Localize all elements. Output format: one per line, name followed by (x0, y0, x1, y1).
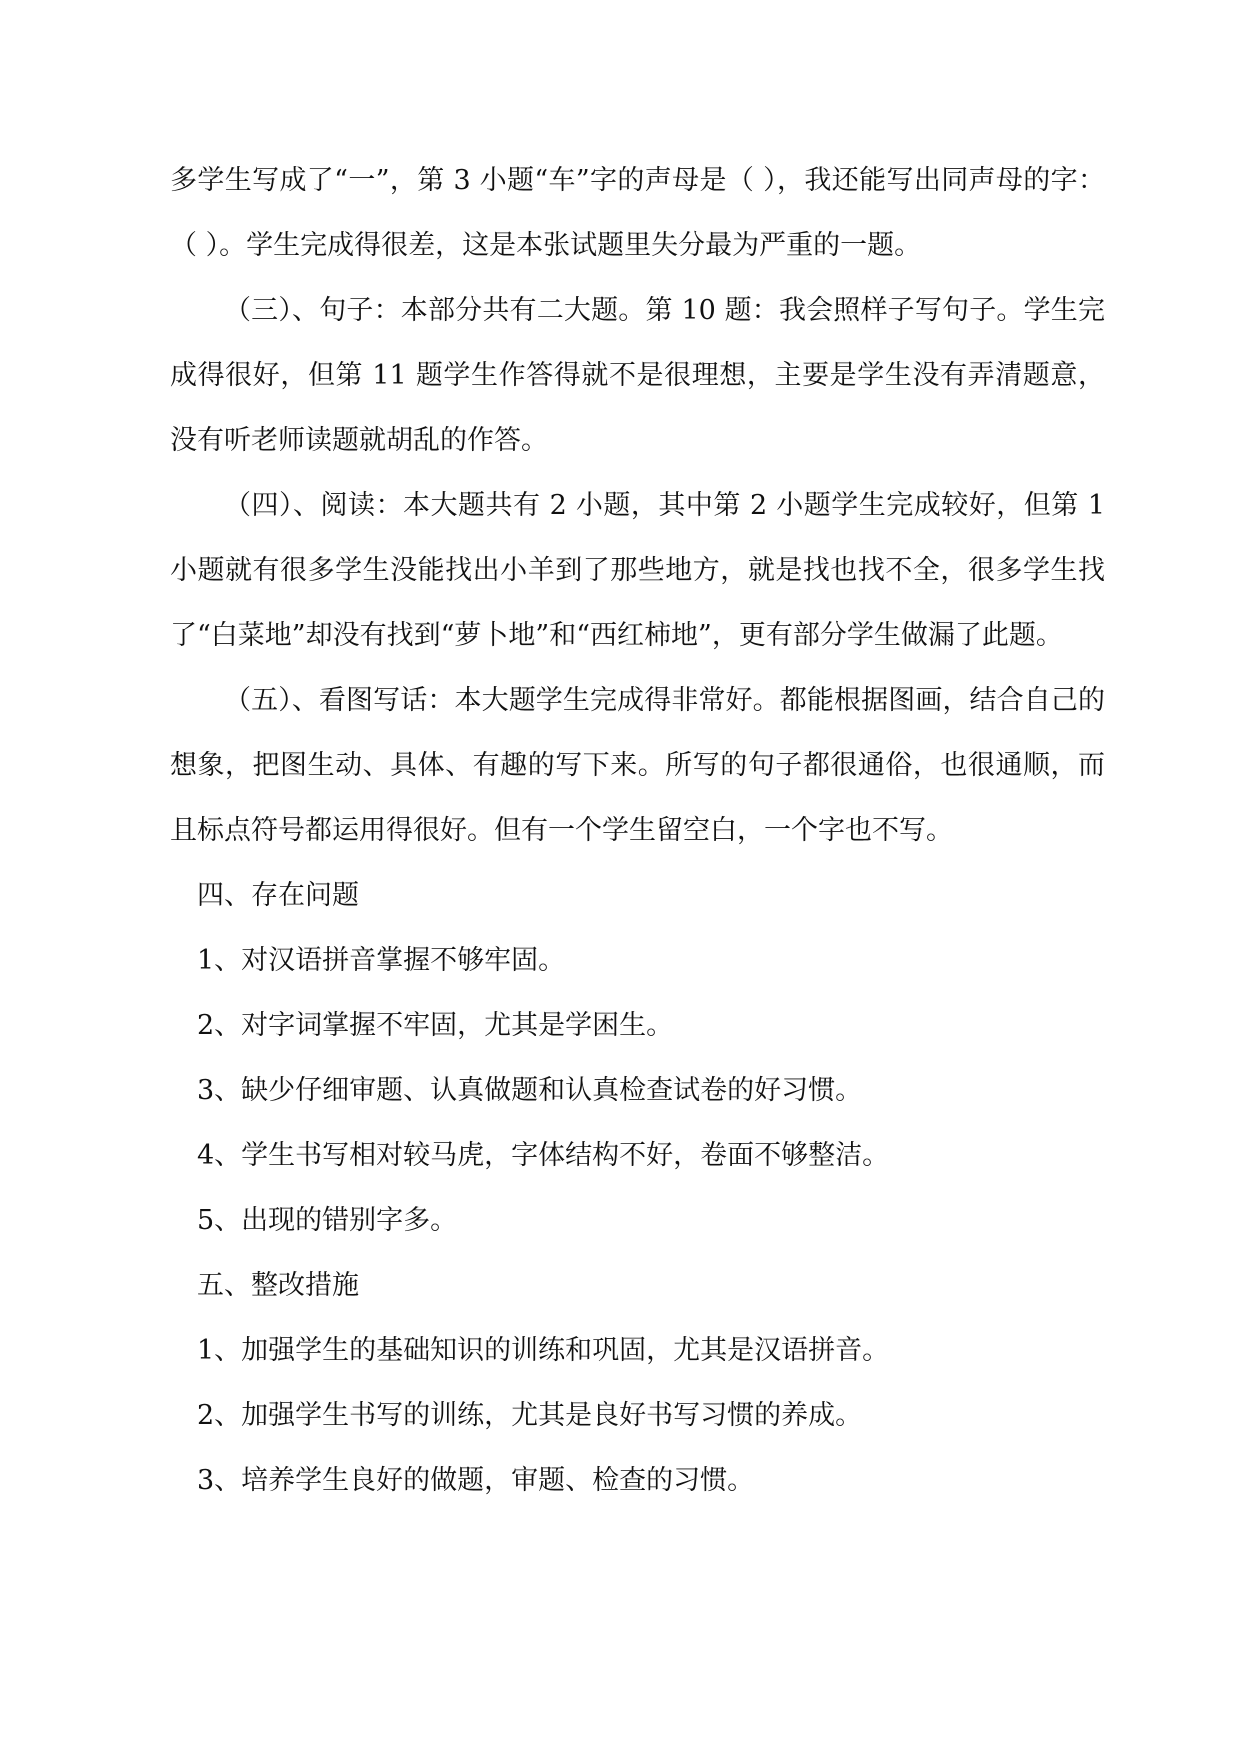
problem-item-2: 2、对字词掌握不牢固，尤其是学困生。 (197, 1010, 674, 1041)
problem-item-1: 1、对汉语拼音掌握不够牢固。 (197, 945, 566, 976)
section-heading-problems: 四、存在问题 (197, 880, 359, 911)
problem-item-3: 3、缺少仔细审题、认真做题和认真检查试卷的好习惯。 (197, 1075, 863, 1106)
measure-item-1: 1、加强学生的基础知识的训练和巩固，尤其是汉语拼音。 (197, 1335, 890, 1366)
section-heading-measures: 五、整改措施 (197, 1270, 359, 1301)
document-body (170, 148, 1105, 1513)
paragraph-sentences: （三）、句子：本部分共有二大题。第 10 题：我会照样子写句子。学生完成得很好，但第 11 题学生作答得就不是很理想，主要是学生没有弄清题意，没有听老师读题就胡乱的作答。 (170, 295, 1105, 456)
paragraph-picture-writing: （五）、看图写话：本大题学生完成得非常好。都能根据图画，结合自己的想象，把图生动、具体、有趣的写下来。所写的句子都很通俗，也很通顺，而且标点符号都运用得很好。但有一个学生留空白，一个字也不写。 (170, 685, 1105, 846)
measure-item-3: 3、培养学生良好的做题，审题、检查的习惯。 (197, 1465, 755, 1496)
problem-item-4: 4、学生书写相对较马虎，字体结构不好，卷面不够整洁。 (197, 1140, 890, 1171)
paragraph-reading: （四）、阅读：本大题共有 2 小题，其中第 2 小题学生完成较好，但第 1 小题就有很多学生没能找出小羊到了那些地方，就是找也找不全，很多学生找了“白菜地”却没有找到“萝卜地”和“西红柿地”，更有部分学生做漏了此题。 (170, 490, 1105, 651)
problem-item-5: 5、出现的错别字多。 (197, 1205, 458, 1236)
measure-item-2: 2、加强学生书写的训练，尤其是良好书写习惯的养成。 (197, 1400, 863, 1431)
paragraph-pinyin-continuation: 多学生写成了“一”，第 3 小题“车”字的声母是（ ），我还能写出同声母的字：（ ）。学生完成得很差，这是本张试题里失分最为严重的一题。 (170, 165, 1105, 261)
